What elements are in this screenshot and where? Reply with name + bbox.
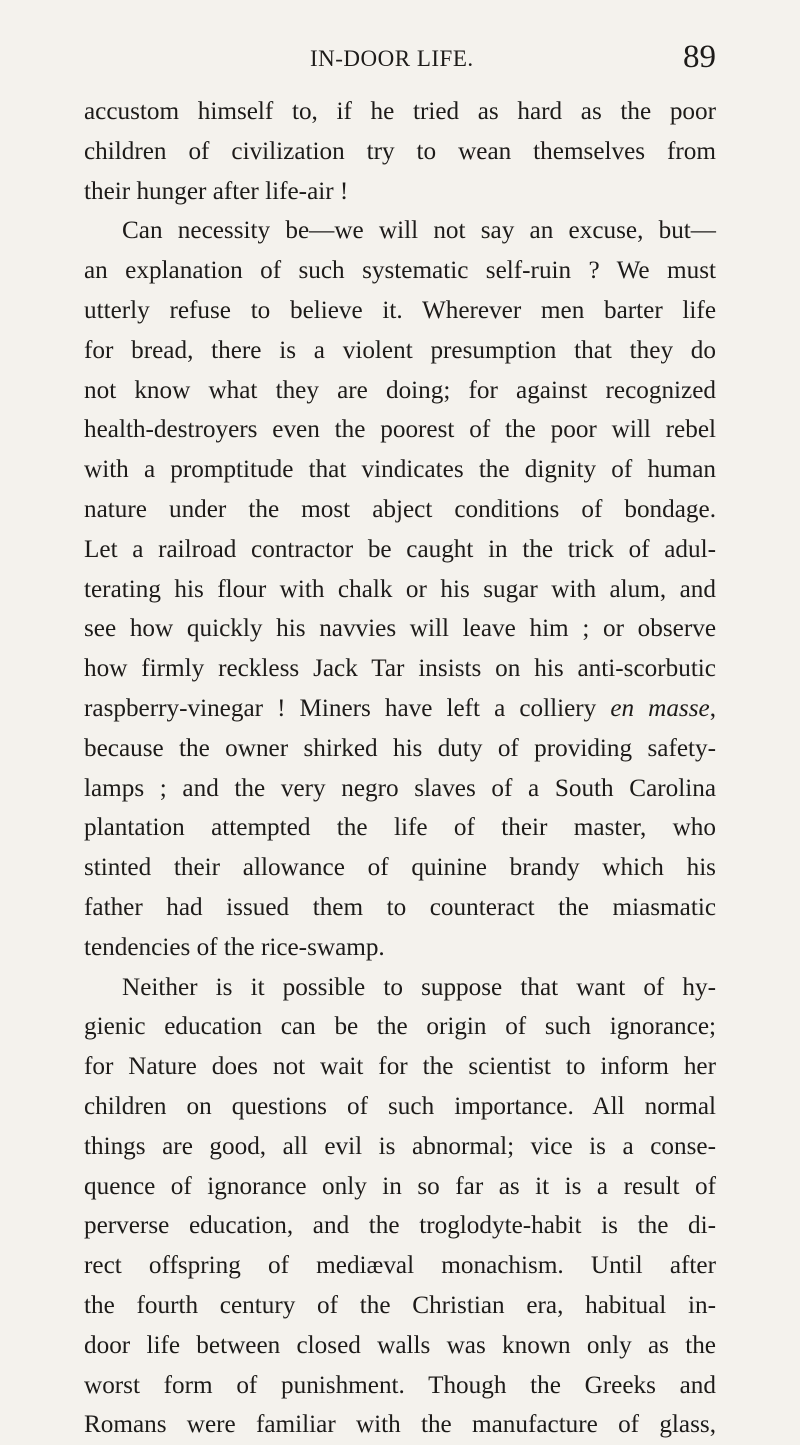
italic-phrase: en masse — [610, 694, 710, 722]
text-line: perverse education, and the troglodyte-habit is the di- — [84, 1212, 716, 1240]
text-line: not know what they are doing; for against recognized — [84, 376, 716, 404]
body-text — [84, 92, 716, 1445]
text-line-start: raspberry-vinegar ! Miners have left a colliery — [84, 694, 611, 722]
text-line: utterly refuse to believe it. Wherever men barter life — [84, 296, 716, 324]
text-line: nature under the most abject conditions of bondage. — [84, 495, 716, 523]
text-line: stinted their allowance of quinine brandy which his — [84, 854, 716, 882]
text-line-end: , — [709, 694, 716, 722]
text-line: worst form of punishment. Though the Greeks and — [84, 1371, 716, 1399]
page-title: IN-DOOR LIFE. — [310, 46, 474, 71]
text-line: how firmly reckless Jack Tar insists on his anti-scorbutic — [84, 655, 716, 683]
text-line: their hunger after life-air ! — [84, 177, 349, 205]
paragraph-start-line: Neither is it possible to suppose that want of hy- — [122, 973, 716, 1001]
text-line: with a promptitude that vindicates the dignity of human — [84, 456, 716, 484]
text-line: for bread, there is a violent presumption that they do — [84, 336, 716, 364]
text-line: Romans were familiar with the manufacture of glass, — [84, 1411, 716, 1439]
text-line: door life between closed walls was known only as the — [84, 1331, 716, 1359]
running-head — [0, 39, 800, 84]
text-line: quence of ignorance only in so far as it is a result of — [84, 1172, 716, 1200]
text-line: see how quickly his navvies will leave him ; or observe — [84, 615, 716, 643]
text-line: the fourth century of the Christian era, habitual in- — [84, 1291, 716, 1319]
text-line: things are good, all evil is abnormal; vice is a conse- — [84, 1132, 716, 1160]
text-line: lamps ; and the very negro slaves of a South Carolina — [84, 774, 716, 802]
text-line: because the owner shirked his duty of providing safety- — [84, 734, 716, 762]
text-line: terating his flour with chalk or his sugar with alum, and — [84, 575, 716, 603]
text-line: rect offspring of mediæval monachism. Until after — [84, 1252, 716, 1280]
text-line: gienic education can be the origin of such ignorance; — [84, 1013, 716, 1041]
text-line: children of civilization try to wean themselves from — [84, 137, 716, 165]
text-line: accustom himself to, if he tried as hard as the poor — [84, 98, 716, 125]
page-number: 89 — [683, 39, 716, 75]
text-line-with-italic — [84, 689, 716, 729]
text-line: an explanation of such systematic self-ruin ? We must — [84, 257, 716, 285]
paragraph-start-line: Can necessity be—we will not say an excuse, but— — [122, 217, 716, 245]
text-line: father had issued them to counteract the miasmatic — [84, 893, 716, 921]
text-line: children on questions of such importance. All normal — [84, 1092, 716, 1120]
text-line: tendencies of the rice-swamp. — [84, 933, 385, 961]
text-line: for Nature does not wait for the scientist to inform her — [84, 1053, 716, 1081]
text-line: Let a railroad contractor be caught in the trick of adul- — [84, 535, 716, 563]
text-line: plantation attempted the life of their master, who — [84, 814, 716, 842]
text-line: health-destroyers even the poorest of the poor will rebel — [84, 416, 716, 444]
